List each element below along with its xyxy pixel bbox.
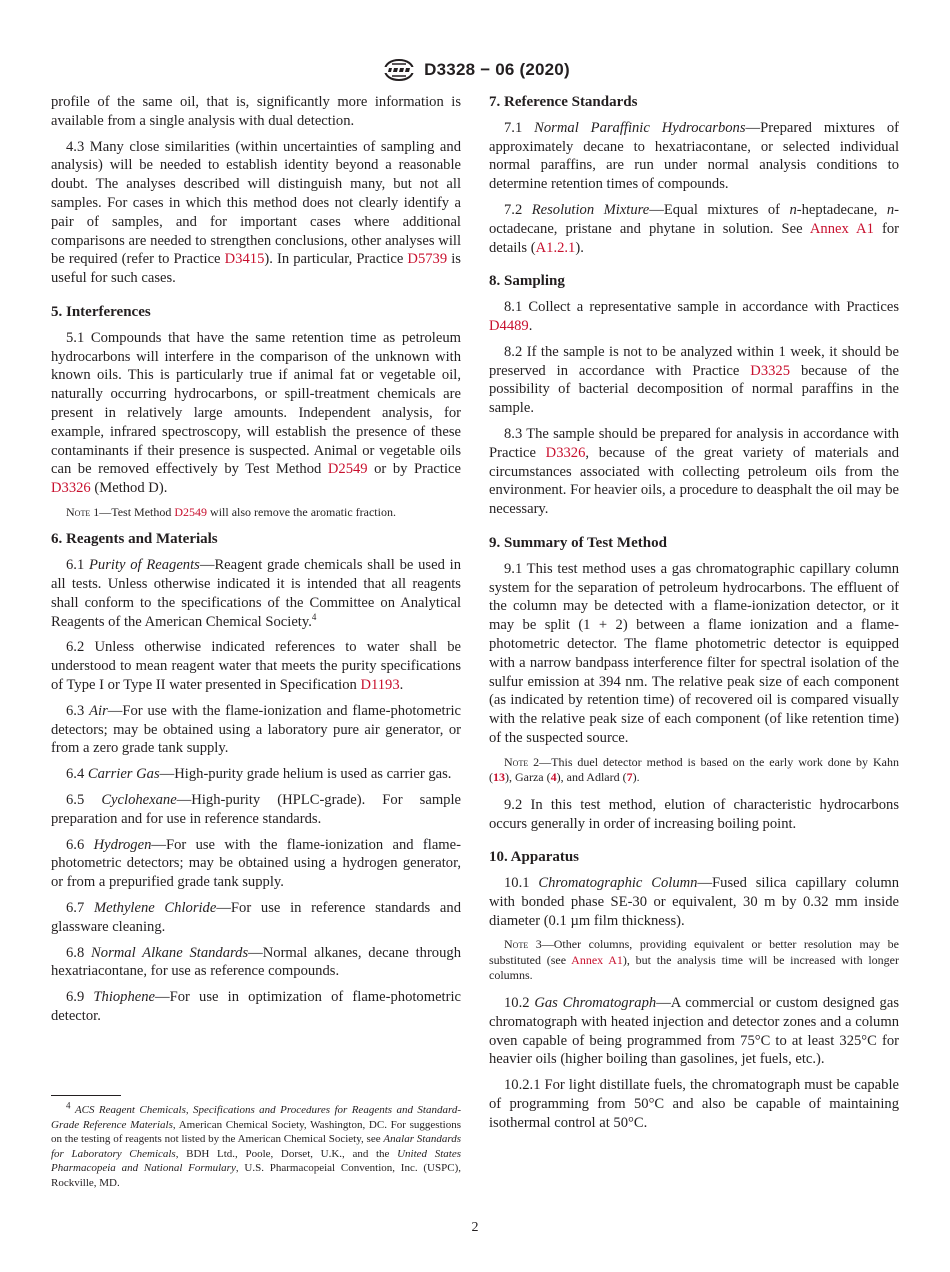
note-3: Note 3—Other columns, providing equivalent or better resolution may be substituted (see Annex A1), but the analysis time will be increased with longer columns. (489, 937, 899, 983)
left-column (51, 93, 461, 1033)
link-d3326[interactable]: D3326 (51, 480, 91, 497)
note-1: Note 1—Test Method D2549 will also remove the aromatic fraction. (66, 504, 396, 519)
footnote-4: $^4$ ACS Reagent Chemicals, Specifications and Procedures for Reagents and Standard-Grade Reference Materials, American Chemical Society, Washington, DC. For suggestions on the testing of reagents not listed by the American Chemical Society, see Analar Standards for Laboratory Chemicals, BDH Ltd., Poole, Dorset, U.K., and the United States Pharmacopeia and National Formulary, U.S. Pharmacopeial Convention, Inc. (USPC), Rockville, MD. (51, 1100, 461, 1189)
paragraph-10-2-1: 10.2.1 For light distillate fuels, the chromatograph must be capable of programming from 50°C and also be capable of maintaining isothermal control at 50°C. (489, 1077, 899, 1131)
link-annex-a1[interactable]: Annex A1 (809, 220, 874, 237)
paragraph-10-2: 10.2 Gas Chromatograph—A commercial or custom designed gas chromatograph with heated injection and detector zones and a column oven capable of being programmed from 75°C to at least 325°C for heavier oils (higher boiling than gasolines, jet fuels, etc.). (489, 994, 900, 1068)
section-8-heading: 8. Sampling (489, 273, 565, 290)
paragraph-6-3: 6.3 Air—For use with the flame-ionization and flame-photometric detectors; may be obtained using a laboratory pure air generator, or from a zero grade tank supply. (51, 702, 461, 757)
paragraph-9-2: 9.2 In this test method, elution of characteristic hydrocarbons occurs generally in order of increasing boiling point. (489, 796, 899, 832)
link-d5739[interactable]: D5739 (407, 251, 448, 268)
footnote-divider (51, 1095, 121, 1096)
paragraph-8-1: 8.1 Collect a representative sample in accordance with Practices D4489. (489, 299, 899, 334)
astm-logo-icon (380, 58, 418, 82)
link-annex-a1-note[interactable]: Annex A1 (571, 952, 623, 967)
paragraph-6-5: 6.5 Cyclohexane—High-purity (HPLC-grade). For sample preparation and for use in reference standards. (51, 792, 462, 827)
paragraph-5-1: 5.1 Compounds that have the same retention time as petroleum hydrocarbons will interfere in the comparison of the unknown with known oils. This is particularly true if animal fat or vegetable oil, naturally occurring hydrocarbons, or spill-treatment chemicals are present in relatively large amounts. Independent analysis, for example, infrared spectroscopy, will establish the presence of these contaminants if their presence is suspected. Animal or vegetable oils can be removed effectively by Test Method D2549 or by Practice D3326 (Method D). (51, 329, 461, 497)
note-2: Note 2—This duel detector method is based on the early work done by Kahn (13), Garza (4), and Adlard (7). (489, 754, 899, 785)
link-d3325[interactable]: D3325 (750, 362, 791, 379)
link-d1193[interactable]: D1193 (360, 677, 400, 694)
paragraph-9-1: 9.1 This test method uses a gas chromatographic capillary column system for the separation of petroleum hydrocarbons. The effluent of the column may be detected with a flame-ionization detector, or it may be split (1 + 2) between a flame ionization and a flame-photometric detector. The flame photometric detector is equipped with a narrow bandpass interference filter for spectral isolation of the sulfur emission at 394 nm. The relative peak size of each component (as indicated by retention time) of recovered oil is compared visually with the relative peak size of each component (of like retention time) of the suspected source. (489, 560, 899, 746)
paragraph-6-7: 6.7 Methylene Chloride—For use in reference standards and glassware cleaning. (51, 899, 461, 935)
paragraph-10-1: 10.1 Chromatographic Column—Fused silica capillary column with bonded phase SE-30 or equivalent, 30 m by 0.32 mm inside diameter (0.1 µm film thickness). (489, 875, 899, 929)
paragraph-6-4: 6.4 Carrier Gas—High-purity grade helium is used as carrier gas. (66, 766, 452, 783)
link-a1-2-1[interactable]: A1.2.1 (535, 239, 576, 256)
paragraph-6-8: 6.8 Normal Alkane Standards—Normal alkanes, decane through hexatriacontane, for use as reference compounds. (51, 944, 461, 980)
section-5-heading: 5. Interferences (51, 303, 151, 320)
page-header (0, 58, 950, 82)
section-10-heading: 10. Apparatus (489, 849, 580, 866)
paragraph-7-2: 7.2 Resolution Mixture—Equal mixtures of n-heptadecane, n-octadecane, pristane and phytane in solution. See Annex A1 for details (A1.2.1). (489, 201, 900, 256)
link-d3415[interactable]: D3415 (224, 251, 265, 268)
ref-4[interactable]: 4 (550, 770, 557, 785)
paragraph-6-6: 6.6 Hydrogen—For use with the flame-ionization and flame-photometric detectors; may be obtained using a hydrogen generator, or from a prepurified grade tank supply. (51, 836, 461, 891)
paragraph-8-2: 8.2 If the sample is not to be analyzed within 1 week, it should be preserved in accordance with Practice D3325 because of the possibility of bacterial decomposition of normal paraffins in the sample. (489, 343, 899, 417)
paragraph-6-9: 6.9 Thiophene—For use in optimization of flame-photometric detector. (51, 989, 462, 1024)
paragraph-7-1: 7.1 Normal Paraffinic Hydrocarbons—Prepared mixtures of approximately decane to hexatriacontane, or selected individual normal paraffins, are run under normal analysis conditions to determine retention times of compounds. (489, 119, 900, 193)
link-d4489[interactable]: D4489 (489, 317, 529, 334)
ref-13[interactable]: 13 (493, 770, 505, 785)
paragraph-8-3: 8.3 The sample should be prepared for analysis in accordance with Practice D3326, because of the great variety of materials and circumstances associated with collecting petroleum oils from the environment. For heavier oils, a procedure to deasphalt the oil may be necessary. (489, 425, 899, 518)
page-number: 2 (471, 1220, 479, 1235)
ref-7[interactable]: 7 (626, 770, 633, 785)
document-designation: D3328 − 06 (2020) (424, 60, 570, 79)
paragraph-4-3: 4.3 Many close similarities (within uncertainties of sampling and analysis) will be needed to establish identity beyond a reasonable doubt. The analyses described will distinguish many, but not all samples. For cases in which this method does not clearly identify a pair of samples, and for important cases where additional comparisons are needed to strengthen conclusions, other analyses will be required (refer to Practice D3415). In particular, Practice D5739 is useful for such cases. (51, 138, 461, 287)
paragraph-6-2: 6.2 Unless otherwise indicated references to water shall be understood to mean reagent water that meets the purity specifications of Type I or Type II water presented in Specification D1193. (51, 639, 461, 694)
section-7-heading: 7. Reference Standards (489, 94, 638, 110)
section-6-heading: 6. Reagents and Materials (51, 531, 218, 548)
section-9-heading: 9. Summary of Test Method (489, 534, 667, 551)
link-d2549[interactable]: D2549 (327, 461, 368, 478)
paragraph-continued: profile of the same oil, that is, significantly more information is available from a single analysis with dual detection. (51, 94, 461, 129)
link-d3326-right[interactable]: D3326 (545, 444, 586, 461)
link-d2549-note[interactable]: D2549 (174, 504, 208, 519)
footnote-ref: 4 (311, 611, 317, 622)
right-column (489, 93, 899, 1140)
paragraph-6-1: 6.1 Purity of Reagents—Reagent grade chemicals shall be used in all tests. Unless otherwise indicated it is intended that all reagents shall conform to the specifications of the Committee on Analytical Reagents of the American Chemical Society.$^4$ (51, 557, 461, 630)
